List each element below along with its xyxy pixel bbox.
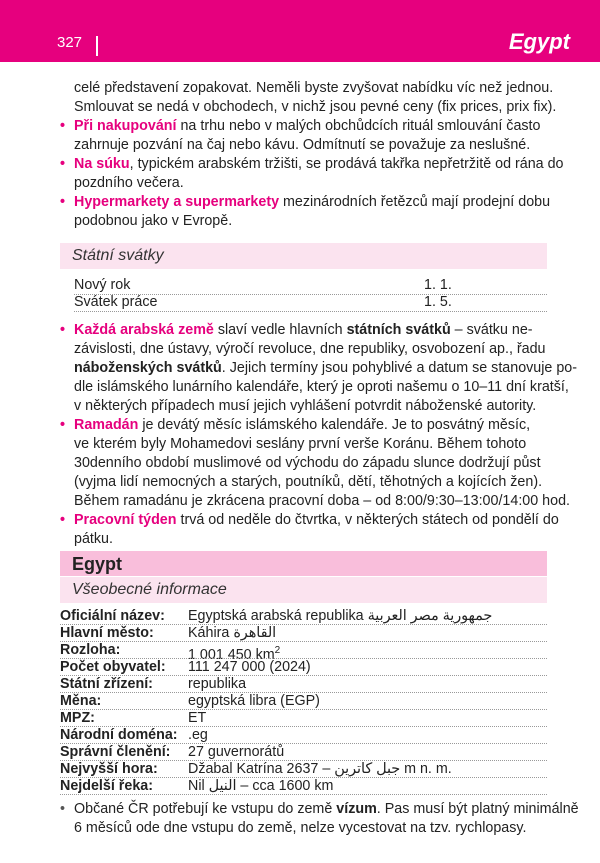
info-label: Rozloha: <box>60 642 121 658</box>
row-divider <box>60 709 547 710</box>
info-value: 27 guvernorátů <box>188 744 285 760</box>
info-label: Nejvyšší hora: <box>60 761 158 777</box>
chapter-title: Egypt <box>508 29 570 54</box>
bullet-lead: Hypermarkety a supermarkety <box>74 194 280 210</box>
bullet-icon: • <box>60 417 66 433</box>
info-value: Džabal Katrína جبل كاترين – 2637 m n. m. <box>188 761 452 777</box>
bullet-line: ve kterém byly Mohamedovi seslány první verše Koránu. Během tohoto <box>74 436 527 452</box>
bullet-line: pozdního večera. <box>74 175 184 191</box>
bullet-icon: • <box>60 322 66 338</box>
info-value: .eg <box>188 727 208 743</box>
bullet-lead: Na súku <box>74 156 130 172</box>
page-number: 327 <box>57 34 83 51</box>
info-label: Státní zřízení: <box>60 676 153 692</box>
bullet-item: Každá arabská země slaví vedle hlavních státních svátků – svátku ne- <box>74 322 533 338</box>
info-label: MPZ: <box>60 710 95 726</box>
bullet-item: Hypermarkety a supermarkety mezinárodních řetězců mají prodejní dobu <box>74 194 551 210</box>
info-label: Správní členění: <box>60 744 171 760</box>
holiday-name: Nový rok <box>74 277 131 293</box>
bullet-item: Při nakupování na trhu nebo v malých obchůdcích rituál smlouvání často <box>74 118 541 134</box>
bullet-lead: Při nakupování <box>74 118 177 134</box>
intro-line: Smlouvat se nedá v obchodech, v nichž jsou pevné ceny (fix prices, prix fix). <box>74 99 557 115</box>
info-label: Počet obyvatel: <box>60 659 166 675</box>
superscript: 2 <box>274 645 281 656</box>
info-value: Káhira القاهرة <box>188 625 277 641</box>
bullet-item: Na súku, typickém arabském tržišti, se prodává takřka nepřetržitě od rána do <box>74 156 564 172</box>
info-label: Měna: <box>60 693 102 709</box>
info-label: Nejdelší řeka: <box>60 778 153 794</box>
bullet-line: závislosti, dne ústavy, výročí revoluce, dne republiky, osvobození ap., řadu <box>74 341 546 357</box>
header-divider <box>96 36 98 56</box>
visa-note-line: 6 měsíců ode dne vstupu do země, nelze vycestovat na tzv. rychlopasy. <box>74 820 527 836</box>
info-label: Národní doména: <box>60 727 178 743</box>
bullet-icon: • <box>60 512 66 528</box>
bullet-item: Ramadán je devátý měsíc islámského kalendáře. Je to posvátný měsíc, <box>74 417 531 433</box>
holiday-name: Svátek práce <box>74 294 158 310</box>
bullet-line: Během ramadánu je zkrácena pracovní doba – od 8:00/9:30–13:00/14:00 hod. <box>74 493 570 509</box>
visa-note: Občané ČR potřebují ke vstupu do země vízum. Pas musí být platný minimálně <box>74 801 579 817</box>
info-value: 111 247 000 (2024) <box>188 659 311 675</box>
info-value: Nil النيل – cca 1600 km <box>188 778 334 794</box>
holiday-date: 1. 1. <box>424 277 452 293</box>
bullet-line: zahrnuje pozvání na čaj nebo kávu. Odmítnutí se považuje za neslušné. <box>74 137 531 153</box>
bullet-icon: • <box>60 801 66 817</box>
bullet-icon: • <box>60 156 66 172</box>
general-info-title: Všeobecné informace <box>72 581 227 598</box>
info-label: Hlavní město: <box>60 625 154 641</box>
page-header <box>0 0 600 62</box>
bullet-line: podobnou jako v Evropě. <box>74 213 233 229</box>
row-divider <box>60 641 547 642</box>
bullet-line: pátku. <box>74 531 113 547</box>
row-divider <box>74 311 547 312</box>
egypt-box-header <box>60 551 547 576</box>
info-value: republika <box>188 676 247 692</box>
row-divider <box>60 794 547 795</box>
info-value: egyptská libra (EGP) <box>188 693 320 709</box>
holiday-date: 1. 5. <box>424 294 452 310</box>
intro-line: celé představení zopakovat. Neměli byste zvyšovat nabídku víc než jednou. <box>74 80 554 96</box>
info-label: Oficiální název: <box>60 608 165 624</box>
bullet-icon: • <box>60 194 66 210</box>
bullet-line: dle islámského lunárního kalendáře, který je oproti našemu o 10–11 dní kratší, <box>74 379 569 395</box>
egypt-heading: Egypt <box>72 554 123 574</box>
info-value: Egyptská arabská republika جمهورية مصر العربية <box>188 608 493 624</box>
bullet-item: Pracovní týden trvá od neděle do čtvrtka, v některých státech od pondělí do <box>74 512 559 528</box>
bullet-line: náboženských svátků. Jejich termíny jsou pohyblivé a datum se stanovuje po- <box>74 360 578 376</box>
holidays-title: Státní svátky <box>72 247 164 264</box>
info-value: ET <box>188 710 207 726</box>
bullet-line: v některých případech musí jejich vyhlášení potvrdit náboženské autority. <box>74 398 537 414</box>
bullet-icon: • <box>60 118 66 134</box>
bullet-line: (vyjma lidí nemocných a starých, poutníků, dětí, těhotných a kojících žen). <box>74 474 543 490</box>
bullet-line: 30denního období muslimové od východu do západu slunce dodržují půst <box>74 455 541 471</box>
info-value: 1 001 450 $km^2$ <box>188 645 281 663</box>
